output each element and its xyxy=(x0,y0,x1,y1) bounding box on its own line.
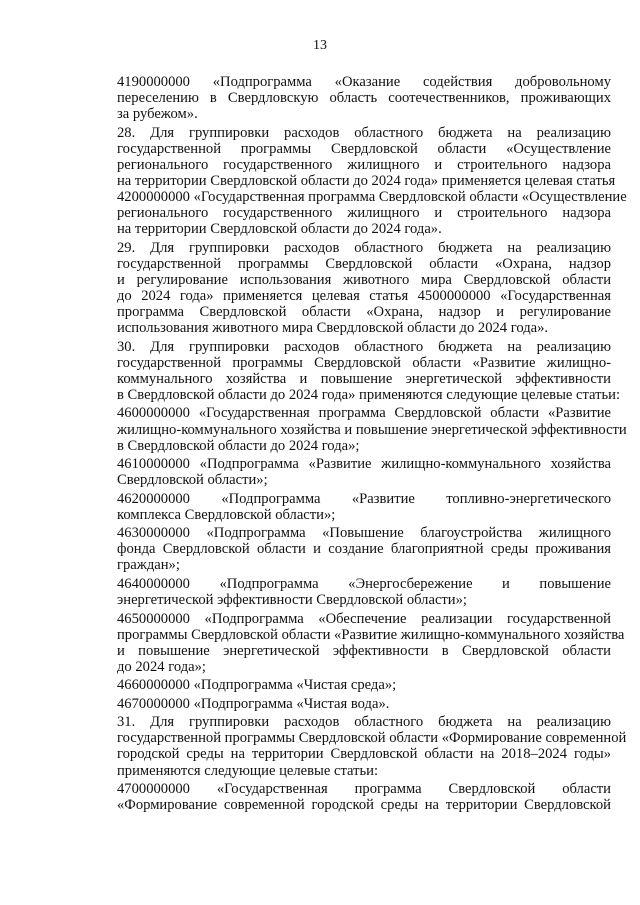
text-line: государственной программы Свердловской области «Охрана, надзор xyxy=(117,255,611,272)
text-line: государственной программы Свердловской области «Формирование современной xyxy=(117,730,627,747)
text-line: использования животного мира Свердловской области до 2024 года». xyxy=(117,320,549,337)
text-line: комплекса Свердловской области»; xyxy=(117,506,336,523)
paragraph xyxy=(77,714,627,779)
paragraph xyxy=(77,610,625,675)
text-line: 4670000000 «Подпрограмма «Чистая вода». xyxy=(117,695,390,712)
text-line: программа Свердловской области «Охрана, надзор и регулирование xyxy=(117,304,611,321)
text-line: до 2024 года» применяется целевая статья 4500000000 «Государственная xyxy=(117,288,611,304)
text-line: 28. Для группировки расходов областного бюджета на реализацию xyxy=(117,124,611,141)
text-line: в Свердловской области до 2024 года» применяются следующие целевые статьи: xyxy=(117,386,621,403)
text-line: 30. Для группировки расходов областного бюджета на реализацию xyxy=(117,338,611,355)
text-line: в Свердловской области до 2024 года»; xyxy=(117,437,360,454)
paragraph xyxy=(77,491,611,523)
paragraph xyxy=(77,338,621,403)
paragraph xyxy=(77,696,611,712)
text-line: «Формирование современной городской среды на территории Свердловской xyxy=(117,797,611,814)
text-line: 4650000000 «Подпрограмма «Обеспечение реализации государственной xyxy=(117,610,611,627)
paragraph xyxy=(77,405,627,454)
text-line: городской среды на территории Свердловской области на 2018–2024 годы» xyxy=(117,746,611,763)
document-body xyxy=(77,74,627,816)
paragraph xyxy=(77,525,611,573)
text-line: за рубежом». xyxy=(117,106,198,123)
text-line: 4190000000 «Подпрограмма «Оказание содействия добровольному xyxy=(117,74,611,90)
text-line: 4630000000 «Подпрограмма «Повышение благоустройства жилищного xyxy=(117,525,611,542)
text-line: и повышение энергетической эффективности в Свердловской области xyxy=(117,642,611,659)
text-line: 29. Для группировки расходов областного бюджета на реализацию xyxy=(117,239,611,256)
paragraph xyxy=(77,781,611,813)
text-line: и регулирование использования животного мира Свердловской области xyxy=(117,271,611,288)
text-line: фонда Свердловской области и создание благоприятной среды проживания xyxy=(117,541,611,558)
paragraph xyxy=(77,576,611,608)
text-line: 4640000000 «Подпрограмма «Энергосбережение и повышение xyxy=(117,575,611,592)
text-line: государственной программы Свердловской области «Осуществление xyxy=(117,140,611,157)
text-line: на территории Свердловской области до 2024 года». xyxy=(117,221,442,238)
text-line: 4610000000 «Подпрограмма «Развитие жилищно-коммунального хозяйства xyxy=(117,456,611,473)
text-line: регионального государственного жилищного и строительного надзора xyxy=(117,205,611,222)
text-line: коммунального хозяйства и повышение энергетической эффективности xyxy=(117,370,611,387)
paragraph xyxy=(77,240,611,337)
paragraph xyxy=(77,124,627,238)
text-line: переселению в Свердловскую область соотечественников, проживающих xyxy=(117,90,611,107)
text-line: на территории Свердловской области до 2024 года» применяется целевая статья xyxy=(117,172,616,189)
text-line: 31. Для группировки расходов областного бюджета на реализацию xyxy=(117,714,611,731)
text-line: до 2024 года»; xyxy=(117,658,206,675)
text-line: 4700000000 «Государственная программа Свердловской области xyxy=(117,781,611,798)
text-line: энергетической эффективности Свердловской области»; xyxy=(117,592,467,609)
text-line: 4200000000 «Государственная программа Свердловской области «Осуществление xyxy=(117,189,627,206)
text-line: граждан»; xyxy=(117,557,180,574)
text-line: 4620000000 «Подпрограмма «Развитие топливно-энергетического xyxy=(117,490,611,507)
text-line: 4600000000 «Государственная программа Свердловской области «Развитие xyxy=(117,405,611,422)
paragraph xyxy=(77,677,611,693)
text-line: применяются следующие целевые статьи: xyxy=(117,762,378,779)
paragraph xyxy=(77,74,611,122)
text-line: Свердловской области»; xyxy=(117,472,268,489)
text-line: программы Свердловской области «Развитие жилищно-коммунального хозяйства xyxy=(117,626,625,643)
text-line: жилищно-коммунального хозяйства и повышение энергетической эффективности xyxy=(117,421,627,438)
text-line: 4660000000 «Подпрограмма «Чистая среда»; xyxy=(117,677,397,694)
text-line: государственной программы Свердловской области «Развитие жилищно- xyxy=(117,354,611,371)
text-line: регионального государственного жилищного и строительного надзора xyxy=(117,156,611,173)
paragraph xyxy=(77,456,611,488)
page-number: 13 xyxy=(313,38,327,53)
